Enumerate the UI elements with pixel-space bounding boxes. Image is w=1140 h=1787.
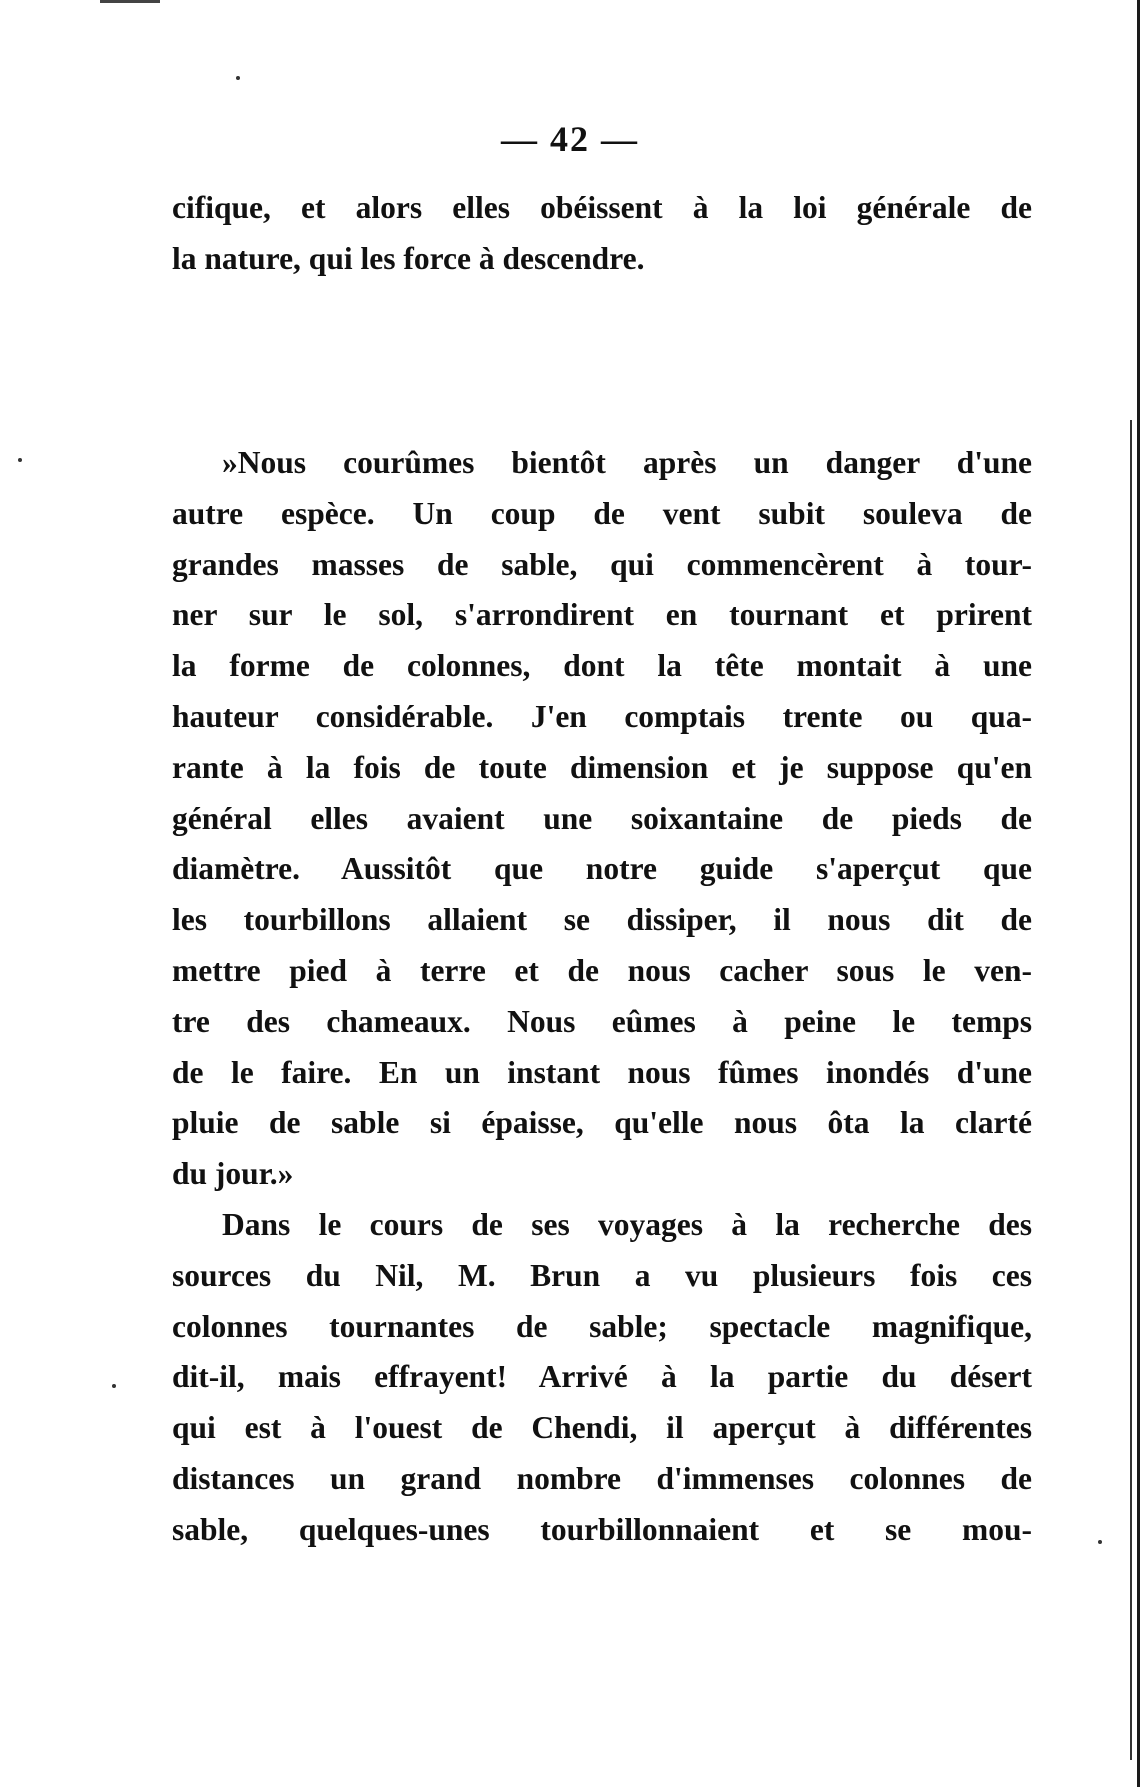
text-line: distances un grand nombre d'immenses colonnes de bbox=[172, 1460, 1032, 1496]
text-line: général elles avaient une soixantaine de pieds de bbox=[172, 800, 1032, 836]
text-line: ner sur le sol, s'arrondirent en tournant et prirent bbox=[172, 597, 1032, 633]
text-line: mettre pied à terre et de nous cacher sous le ven- bbox=[172, 952, 1032, 988]
text-line: sable, quelques-unes tourbillonnaient et se mou- bbox=[172, 1511, 1032, 1547]
text-line: pluie de sable si épaisse, qu'elle nous ôta la clarté bbox=[172, 1105, 1032, 1141]
text-line: colonnes tournantes de sable; spectacle magnifique, bbox=[172, 1308, 1032, 1344]
text-line: rante à la fois de toute dimension et je suppose qu'en bbox=[172, 749, 1032, 785]
scan-speck bbox=[1098, 1540, 1102, 1544]
text-line: les tourbillons allaient se dissiper, il nous dit de bbox=[172, 902, 1032, 938]
text-line: cifique, et alors elles obéissent à la loi générale de bbox=[172, 190, 1032, 225]
scan-mark-top bbox=[100, 0, 160, 3]
text-line: la nature, qui les force à descendre. bbox=[172, 240, 645, 276]
text-line: Dans le cours de ses voyages à la recherche des bbox=[222, 1206, 1032, 1242]
text-line: la forme de colonnes, dont la tête montait à une bbox=[172, 648, 1032, 684]
body-text bbox=[172, 438, 1032, 1556]
text-line: »Nous courûmes bientôt après un danger d'une bbox=[222, 445, 1032, 480]
paragraph-brun bbox=[172, 1200, 1032, 1556]
text-line: tre des chameaux. Nous eûmes à peine le temps bbox=[172, 1003, 1032, 1039]
scan-speck bbox=[112, 1384, 116, 1388]
text-line: du jour.» bbox=[172, 1156, 294, 1192]
paragraph-continuation bbox=[172, 183, 1032, 285]
text-line: dit-il, mais effrayent! Arrivé à la partie du désert bbox=[172, 1359, 1032, 1395]
paragraph-quote bbox=[172, 438, 1032, 1200]
scan-speck bbox=[18, 458, 22, 462]
text-line: de le faire. En un instant nous fûmes inondés d'une bbox=[172, 1054, 1032, 1090]
text-line: qui est à l'ouest de Chendi, il aperçut à différentes bbox=[172, 1410, 1032, 1446]
scan-edge-inner bbox=[1130, 420, 1132, 1760]
text-line: grandes masses de sable, qui commencèrent à tour- bbox=[172, 546, 1032, 582]
text-line: sources du Nil, M. Brun a vu plusieurs fois ces bbox=[172, 1257, 1032, 1293]
text-line: diamètre. Aussitôt que notre guide s'aperçut que bbox=[172, 851, 1032, 887]
page-number: — 42 — bbox=[501, 119, 639, 159]
text-line: hauteur considérable. J'en comptais trente ou qua- bbox=[172, 698, 1032, 734]
scan-speck bbox=[236, 76, 240, 80]
text-line: autre espèce. Un coup de vent subit souleva de bbox=[172, 495, 1032, 531]
